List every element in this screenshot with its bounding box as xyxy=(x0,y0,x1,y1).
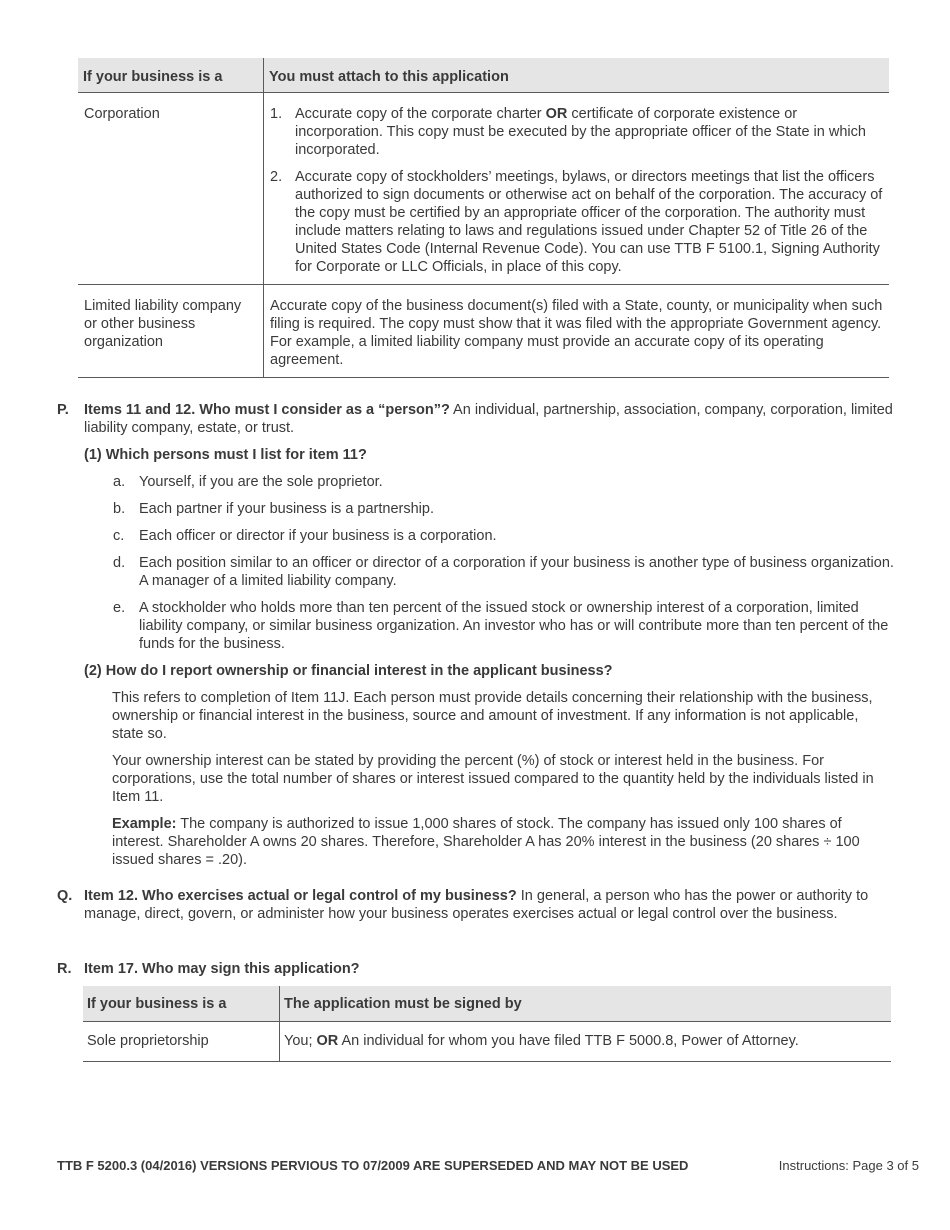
requirement-cell: Accurate copy of the business document(s) filed with a State, county, or municipality when such filing is required. The copy must show that it was filed with the appropriate Government agency. For example, a limited liability company must provide an accurate copy of its operating agreement. xyxy=(264,285,890,378)
item-text: A stockholder who holds more than ten percent of the issued stock or ownership interest of a corporation, limited liability company, or similar business organization. An investor who has or will contribute more than ten percent of the funds for the business. xyxy=(139,600,889,652)
list-letter: a. xyxy=(113,474,126,490)
cell-emphasis: OR xyxy=(316,1033,339,1049)
page-number: Instructions: Page 3 of 5 xyxy=(778,1158,919,1173)
ownership-paragraphs xyxy=(112,689,882,878)
column-header: The application must be signed by xyxy=(280,986,892,1022)
column-header: If your business is a xyxy=(78,58,264,93)
item-text: Accurate copy of stockholders’ meetings, bylaws, or directors meetings that list the officers authorized to sign documents or otherwise act on behalf of the corporation. The accuracy of the copy must be certified by an appropriate officer of the corporation. The authority must include matters relating to laws and regulations issued under Chapter 52 of Title 26 of the United States Code (Internal Revenue Code). You can use TTB F 5100.1, Signing Authority for Corporate or LLC Officials, in place of this copy. xyxy=(295,169,883,275)
persons-list xyxy=(113,473,897,662)
list-letter: e. xyxy=(113,600,126,616)
section-p xyxy=(57,401,897,437)
list-item xyxy=(270,168,883,276)
section-letter: Q. xyxy=(57,888,73,904)
corporation-requirements-list xyxy=(270,105,883,276)
signer-cell xyxy=(280,1022,892,1062)
list-item xyxy=(270,105,883,159)
list-number: 1. xyxy=(270,106,283,122)
item-text: Each position similar to an officer or director of a corporation if your business is another type of business organization. A manager of a limited liability company. xyxy=(139,555,894,589)
section-heading: Item 17. Who may sign this application? xyxy=(84,961,360,977)
attachment-requirements-table xyxy=(78,58,889,378)
table-row xyxy=(78,285,889,378)
list-letter: b. xyxy=(113,501,126,517)
item-emphasis: OR xyxy=(545,106,568,122)
list-item xyxy=(113,473,897,491)
section-text: In general, a person who has the power or authority to manage, direct, govern, or administer how your business operates exercises actual or legal control over the business. xyxy=(84,888,869,922)
list-item xyxy=(113,500,897,518)
section-body xyxy=(84,887,897,923)
section-heading: Items 11 and 12. Who must I consider as a “person”? xyxy=(84,402,450,418)
list-number: 2. xyxy=(270,169,283,185)
column-header: If your business is a xyxy=(83,986,280,1022)
business-type-cell: Corporation xyxy=(78,93,264,285)
item-text: certificate of corporate existence or incorporation. This copy must be executed by the appropriate officer of the State in which incorporated. xyxy=(295,106,866,158)
list-letter: d. xyxy=(113,555,126,571)
list-item xyxy=(113,527,897,545)
list-item xyxy=(113,599,897,653)
signature-requirements-table xyxy=(83,986,891,1062)
section-body xyxy=(84,960,897,978)
section-heading: Item 12. Who exercises actual or legal control of my business? xyxy=(84,888,517,904)
cell-text: An individual for whom you have filed TTB F 5000.8, Power of Attorney. xyxy=(338,1033,799,1049)
subsection-heading: (2) How do I report ownership or financial interest in the applicant business? xyxy=(84,663,613,679)
item-text: Yourself, if you are the sole proprietor. xyxy=(139,474,383,490)
section-text: An individual, partnership, association, company, corporation, limited liability company, estate, or trust. xyxy=(84,402,893,436)
section-r xyxy=(57,960,897,978)
subsection-1-title xyxy=(84,446,896,464)
table-row xyxy=(83,1022,891,1062)
table-header-row xyxy=(78,58,889,93)
requirement-cell xyxy=(264,93,890,285)
section-letter: P. xyxy=(57,402,69,418)
section-body xyxy=(84,401,897,437)
paragraph: Your ownership interest can be stated by providing the percent (%) of stock or interest held in the business. For corporations, use the total number of shares or interest issued compared to the quantity held by the individuals listed in Item 11. xyxy=(112,753,874,805)
business-type-cell: Limited liability company or other business organization xyxy=(78,285,264,378)
table-row xyxy=(78,93,889,285)
list-letter: c. xyxy=(113,528,125,544)
business-type-cell: Sole proprietorship xyxy=(83,1022,280,1062)
paragraph: This refers to completion of Item 11J. Each person must provide details concerning their relationship with the business, ownership or financial interest in the business, source and amount of investment. If any information is not applicable, state so. xyxy=(112,690,873,742)
section-letter: R. xyxy=(57,961,72,977)
list-item xyxy=(113,554,897,590)
example-paragraph xyxy=(112,815,882,869)
example-label: Example: xyxy=(112,816,177,832)
column-header: You must attach to this application xyxy=(264,58,890,93)
item-text: Accurate copy of the corporate charter xyxy=(295,106,546,122)
cell-text: You; xyxy=(284,1033,317,1049)
item-text: Each officer or director if your business is a corporation. xyxy=(139,528,497,544)
subsection-heading: (1) Which persons must I list for item 11? xyxy=(84,447,367,463)
item-text: Each partner if your business is a partnership. xyxy=(139,501,434,517)
section-q xyxy=(57,887,897,923)
form-identifier: TTB F 5200.3 (04/2016) VERSIONS PERVIOUS TO 07/2009 ARE SUPERSEDED AND MAY NOT BE USED xyxy=(57,1158,689,1173)
subsection-2-title xyxy=(84,662,896,680)
example-text: The company is authorized to issue 1,000 shares of stock. The company has issued only 100 shares of interest. Shareholder A owns 20 shares. Therefore, Shareholder A has 20% interest in the business (20 shares ÷ 100 issued shares = .20). xyxy=(112,816,860,868)
table-header-row xyxy=(83,986,891,1022)
